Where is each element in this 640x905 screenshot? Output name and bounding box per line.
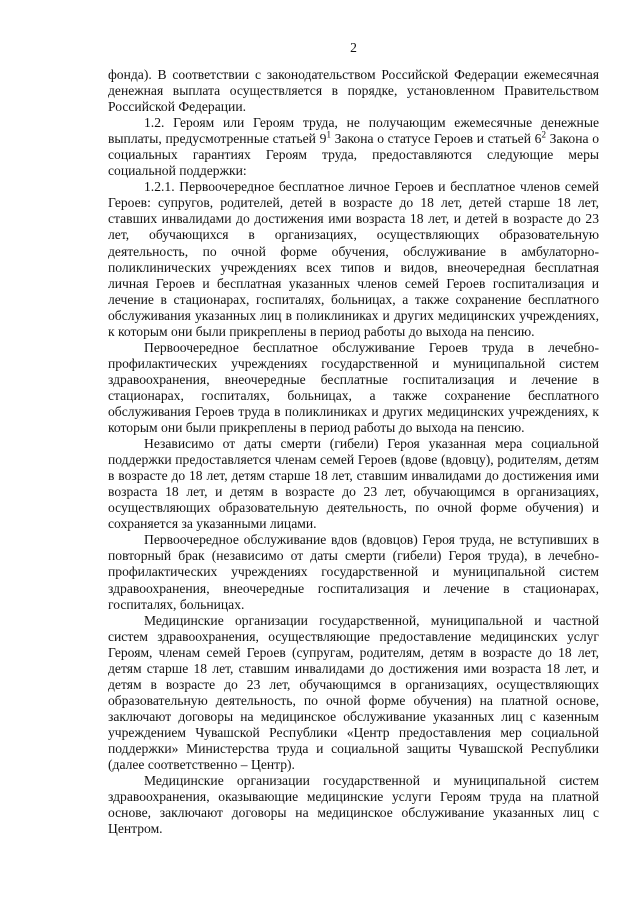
paragraph-5: Независимо от даты смерти (гибели) Героя указанная мера социальной поддержки предоставляется членам семей Героев (вдове (вдовцу), родителям, детям в возрасте до 18 лет, детям старше 18 лет, ставшим инвалидами до достижения ими возраста 18 лет, и детям в возрасте до 23 лет, обучающимся в организациях, осуществляющих образовательную деятельность, по очной форме обучения) и сохраняется за указанными лицами. bbox=[108, 436, 599, 532]
paragraph-1: фонда). В соответствии с законодательством Российской Федерации ежемесячная денежная выплата осуществляется в порядке, установленном Правительством Российской Федерации. bbox=[108, 67, 599, 115]
paragraph-2 bbox=[108, 115, 599, 179]
document-page bbox=[108, 40, 599, 837]
paragraph-6: Первоочередное обслуживание вдов (вдовцов) Героя труда, не вступивших в повторный брак (независимо от даты смерти (гибели) Героя труда), в лечебно-профилактических учреждениях государственной и муниципальной систем здравоохранения, внеочередные госпитализация и лечение в стационарах, госпиталях, больницах. bbox=[108, 532, 599, 612]
paragraph-2-text-a: 1.2. Героям или Героям труда, не получающим ежемесячные денежные выплаты, предусмотренные статьей 9 bbox=[108, 115, 599, 147]
paragraph-8: Медицинские организации государственной и муниципальной систем здравоохранения, оказывающие медицинские услуги Героям труда на платной основе, заключают договоры на медицинское обслуживание указанных лиц с Центром. bbox=[108, 773, 599, 837]
paragraph-7: Медицинские организации государственной, муниципальной и частной систем здравоохранения, осуществляющие предоставление медицинских услуг Героям, членам семей Героев (супругам, родителям, детям в возрасте до 18 лет, детям старше 18 лет, ставшим инвалидами до достижения ими возраста 18 лет, и детям в возрасте до 23 лет, обучающимся в организациях, осуществляющих образовательную деятельность, по очной форме обучения) на платной основе, заключают договоры на медицинское обслуживание указанных лиц с казенным учреждением Чувашской Республики «Центр предоставления мер социальной поддержки» Министерства труда и социальной защиты Чувашской Республики (далее соответственно – Центр). bbox=[108, 612, 599, 773]
paragraph-3: 1.2.1. Первоочередное бесплатное личное Героев и бесплатное членов семей Героев: супругов, родителей, детей в возрасте до 18 лет, детей старше 18 лет, ставших инвалидами до достижения ими возраста 18 лет, и детей в возрасте до 23 лет, обучающихся в организациях, осуществляющих образовательную деятельность, по очной форме обучения, обслуживание в амбулаторно-поликлинических учреждениях всех типов и видов, внеочередная бесплатная личная Героев и бесплатная указанных членов семей Героев госпитализация и лечение в стационарах, госпиталях, больницах, а также сохранение бесплатного обслуживания указанных лиц в поликлиниках и других медицинских учреждениях, к которым они были прикреплены в период работы до выхода на пенсию. bbox=[108, 179, 599, 339]
page-number: 2 bbox=[350, 40, 357, 55]
paragraph-2-text-c: Закона о социальных гарантиях Героям труда, предоставляются следующие меры социальной поддержки: bbox=[108, 131, 599, 179]
superscript-article-6: 2 bbox=[541, 129, 546, 140]
superscript-article-9: 1 bbox=[326, 129, 331, 140]
paragraph-4: Первоочередное бесплатное обслуживание Героев труда в лечебно-профилактических учреждениях государственной и муниципальной систем здравоохранения, внеочередные бесплатные госпитализация и лечение в стационарах, госпиталях, больницах, а также сохранение бесплатного обслуживания Героев труда в поликлиниках и других медицинских учреждениях, к которым они были прикреплены в период работы до выхода на пенсию. bbox=[108, 339, 599, 436]
paragraph-2-text-b: Закона о статусе Героев и статьей 6 bbox=[330, 131, 542, 147]
